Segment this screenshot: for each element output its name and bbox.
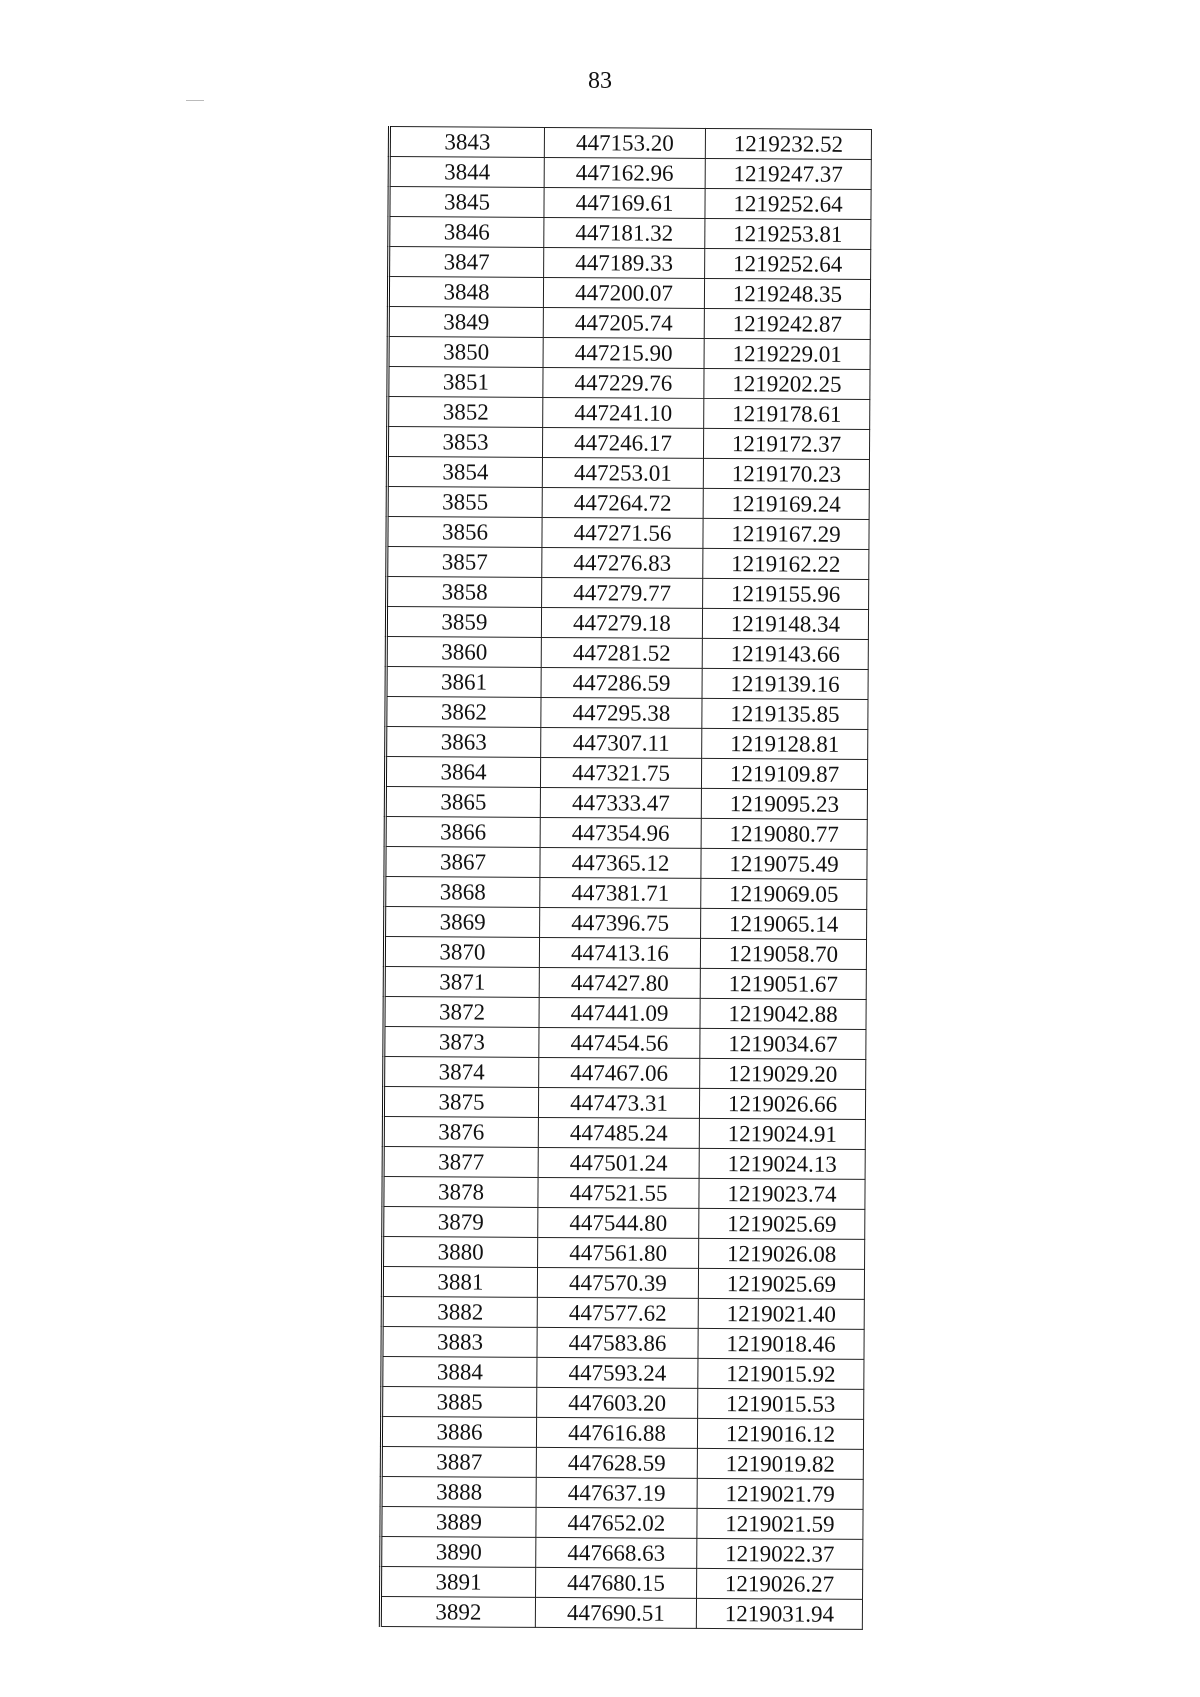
y-coordinate-cell: 1219080.77 bbox=[701, 818, 867, 849]
point-number-cell: 3851 bbox=[388, 367, 543, 398]
y-coordinate-cell: 1219021.79 bbox=[697, 1478, 863, 1509]
x-coordinate-cell: 447690.51 bbox=[535, 1597, 696, 1628]
x-coordinate-cell: 447279.77 bbox=[542, 577, 703, 608]
point-number-cell: 3843 bbox=[389, 127, 544, 158]
table-row bbox=[389, 217, 871, 250]
table-row bbox=[383, 1086, 865, 1119]
x-coordinate-cell: 447281.52 bbox=[541, 637, 702, 668]
x-coordinate-cell: 447205.74 bbox=[543, 307, 704, 338]
table-row bbox=[388, 277, 870, 310]
table-row bbox=[382, 1296, 864, 1329]
table-row bbox=[386, 726, 868, 759]
point-number-cell: 3865 bbox=[385, 786, 540, 817]
coordinates-table-body bbox=[380, 127, 871, 1630]
table-row bbox=[383, 1236, 865, 1269]
x-coordinate-cell: 447229.76 bbox=[543, 367, 704, 398]
point-number-cell: 3853 bbox=[387, 427, 542, 458]
coordinates-table bbox=[379, 126, 872, 1630]
table-row bbox=[384, 1056, 866, 1089]
table-row bbox=[383, 1206, 865, 1239]
y-coordinate-cell: 1219095.23 bbox=[701, 788, 867, 819]
table-row bbox=[385, 816, 867, 849]
table-row bbox=[386, 696, 868, 729]
x-coordinate-cell: 447680.15 bbox=[536, 1567, 697, 1598]
y-coordinate-cell: 1219026.27 bbox=[697, 1568, 863, 1599]
point-number-cell: 3882 bbox=[382, 1296, 537, 1327]
point-number-cell: 3863 bbox=[386, 726, 541, 757]
point-number-cell: 3883 bbox=[382, 1326, 537, 1357]
y-coordinate-cell: 1219029.20 bbox=[700, 1058, 866, 1089]
x-coordinate-cell: 447215.90 bbox=[543, 337, 704, 368]
table-row bbox=[387, 517, 869, 550]
point-number-cell: 3890 bbox=[381, 1536, 536, 1567]
table-row bbox=[387, 487, 869, 520]
point-number-cell: 3860 bbox=[386, 636, 541, 667]
x-coordinate-cell: 447485.24 bbox=[538, 1117, 699, 1148]
point-number-cell: 3868 bbox=[385, 876, 540, 907]
x-coordinate-cell: 447286.59 bbox=[541, 667, 702, 698]
point-number-cell: 3876 bbox=[383, 1116, 538, 1147]
point-number-cell: 3891 bbox=[381, 1566, 536, 1597]
y-coordinate-cell: 1219025.69 bbox=[698, 1268, 864, 1299]
table-row bbox=[382, 1266, 864, 1299]
x-coordinate-cell: 447413.16 bbox=[539, 937, 700, 968]
point-number-cell: 3887 bbox=[381, 1446, 536, 1477]
point-number-cell: 3866 bbox=[385, 816, 540, 847]
point-number-cell: 3871 bbox=[384, 966, 539, 997]
point-number-cell: 3849 bbox=[388, 307, 543, 338]
y-coordinate-cell: 1219167.29 bbox=[703, 518, 869, 549]
y-coordinate-cell: 1219253.81 bbox=[705, 218, 871, 249]
x-coordinate-cell: 447307.11 bbox=[541, 727, 702, 758]
y-coordinate-cell: 1219178.61 bbox=[704, 398, 870, 429]
table-row bbox=[380, 1596, 862, 1629]
table-row bbox=[387, 547, 869, 580]
y-coordinate-cell: 1219252.64 bbox=[705, 188, 871, 219]
y-coordinate-cell: 1219169.24 bbox=[703, 488, 869, 519]
y-coordinate-cell: 1219024.91 bbox=[699, 1118, 865, 1149]
y-coordinate-cell: 1219022.37 bbox=[697, 1538, 863, 1569]
x-coordinate-cell: 447561.80 bbox=[538, 1237, 699, 1268]
table-row bbox=[381, 1566, 863, 1599]
y-coordinate-cell: 1219162.22 bbox=[703, 548, 869, 579]
point-number-cell: 3874 bbox=[384, 1056, 539, 1087]
table-row bbox=[387, 427, 869, 460]
point-number-cell: 3857 bbox=[387, 547, 542, 578]
point-number-cell: 3858 bbox=[387, 577, 542, 608]
x-coordinate-cell: 447473.31 bbox=[538, 1087, 699, 1118]
point-number-cell: 3892 bbox=[380, 1596, 535, 1627]
x-coordinate-cell: 447365.12 bbox=[540, 847, 701, 878]
y-coordinate-cell: 1219248.35 bbox=[704, 278, 870, 309]
point-number-cell: 3869 bbox=[385, 906, 540, 937]
table-row bbox=[387, 457, 869, 490]
x-coordinate-cell: 447593.24 bbox=[537, 1357, 698, 1388]
point-number-cell: 3846 bbox=[389, 217, 544, 248]
y-coordinate-cell: 1219242.87 bbox=[704, 308, 870, 339]
y-coordinate-cell: 1219247.37 bbox=[705, 158, 871, 189]
x-coordinate-cell: 447200.07 bbox=[543, 277, 704, 308]
table-row bbox=[389, 247, 871, 280]
table-row bbox=[388, 337, 870, 370]
point-number-cell: 3845 bbox=[389, 187, 544, 218]
table-row bbox=[384, 966, 866, 999]
point-number-cell: 3881 bbox=[382, 1266, 537, 1297]
point-number-cell: 3864 bbox=[385, 756, 540, 787]
table-row bbox=[386, 666, 868, 699]
point-number-cell: 3878 bbox=[383, 1176, 538, 1207]
point-number-cell: 3844 bbox=[389, 157, 544, 188]
table-row bbox=[386, 636, 868, 669]
y-coordinate-cell: 1219229.01 bbox=[704, 338, 870, 369]
x-coordinate-cell: 447454.56 bbox=[539, 1027, 700, 1058]
table-row bbox=[383, 1176, 865, 1209]
page-number: 83 bbox=[588, 68, 612, 94]
x-coordinate-cell: 447264.72 bbox=[542, 487, 703, 518]
table-row bbox=[383, 1116, 865, 1149]
y-coordinate-cell: 1219170.23 bbox=[703, 458, 869, 489]
x-coordinate-cell: 447467.06 bbox=[539, 1057, 700, 1088]
point-number-cell: 3867 bbox=[385, 846, 540, 877]
x-coordinate-cell: 447521.55 bbox=[538, 1177, 699, 1208]
table-row bbox=[381, 1536, 863, 1569]
y-coordinate-cell: 1219042.88 bbox=[700, 998, 866, 1029]
x-coordinate-cell: 447333.47 bbox=[540, 787, 701, 818]
y-coordinate-cell: 1219155.96 bbox=[703, 578, 869, 609]
y-coordinate-cell: 1219025.69 bbox=[699, 1208, 865, 1239]
x-coordinate-cell: 447276.83 bbox=[542, 547, 703, 578]
x-coordinate-cell: 447577.62 bbox=[537, 1297, 698, 1328]
point-number-cell: 3855 bbox=[387, 487, 542, 518]
x-coordinate-cell: 447396.75 bbox=[540, 907, 701, 938]
x-coordinate-cell: 447162.96 bbox=[544, 157, 705, 188]
point-number-cell: 3856 bbox=[387, 517, 542, 548]
x-coordinate-cell: 447637.19 bbox=[536, 1477, 697, 1508]
y-coordinate-cell: 1219024.13 bbox=[699, 1148, 865, 1179]
y-coordinate-cell: 1219015.92 bbox=[698, 1358, 864, 1389]
table-row bbox=[387, 577, 869, 610]
y-coordinate-cell: 1219252.64 bbox=[705, 248, 871, 279]
table-row bbox=[381, 1446, 863, 1479]
x-coordinate-cell: 447321.75 bbox=[540, 757, 701, 788]
y-coordinate-cell: 1219026.66 bbox=[699, 1088, 865, 1119]
y-coordinate-cell: 1219023.74 bbox=[699, 1178, 865, 1209]
table-row bbox=[384, 1026, 866, 1059]
x-coordinate-cell: 447189.33 bbox=[544, 247, 705, 278]
x-coordinate-cell: 447253.01 bbox=[542, 457, 703, 488]
table-row bbox=[385, 786, 867, 819]
x-coordinate-cell: 447241.10 bbox=[543, 397, 704, 428]
y-coordinate-cell: 1219172.37 bbox=[703, 428, 869, 459]
y-coordinate-cell: 1219021.40 bbox=[698, 1298, 864, 1329]
point-number-cell: 3885 bbox=[382, 1386, 537, 1417]
y-coordinate-cell: 1219109.87 bbox=[701, 758, 867, 789]
y-coordinate-cell: 1219051.67 bbox=[700, 968, 866, 999]
x-coordinate-cell: 447279.18 bbox=[541, 607, 702, 638]
x-coordinate-cell: 447246.17 bbox=[542, 427, 703, 458]
table-row bbox=[382, 1356, 864, 1389]
y-coordinate-cell: 1219019.82 bbox=[697, 1448, 863, 1479]
y-coordinate-cell: 1219026.08 bbox=[699, 1238, 865, 1269]
point-number-cell: 3870 bbox=[384, 936, 539, 967]
point-number-cell: 3854 bbox=[387, 457, 542, 488]
y-coordinate-cell: 1219058.70 bbox=[700, 938, 866, 969]
y-coordinate-cell: 1219069.05 bbox=[701, 878, 867, 909]
x-coordinate-cell: 447616.88 bbox=[536, 1417, 697, 1448]
table-row bbox=[388, 367, 870, 400]
y-coordinate-cell: 1219021.59 bbox=[697, 1508, 863, 1539]
point-number-cell: 3852 bbox=[388, 397, 543, 428]
y-coordinate-cell: 1219075.49 bbox=[701, 848, 867, 879]
point-number-cell: 3880 bbox=[383, 1236, 538, 1267]
point-number-cell: 3859 bbox=[386, 607, 541, 638]
y-coordinate-cell: 1219139.16 bbox=[702, 668, 868, 699]
table-row bbox=[389, 157, 871, 190]
y-coordinate-cell: 1219065.14 bbox=[701, 908, 867, 939]
point-number-cell: 3862 bbox=[386, 696, 541, 727]
x-coordinate-cell: 447427.80 bbox=[539, 967, 700, 998]
table-row bbox=[386, 607, 868, 640]
table-row bbox=[389, 187, 871, 220]
table-row bbox=[382, 1326, 864, 1359]
scan-artifact-line bbox=[186, 100, 204, 101]
point-number-cell: 3847 bbox=[389, 247, 544, 278]
x-coordinate-cell: 447271.56 bbox=[542, 517, 703, 548]
table-row bbox=[383, 1146, 865, 1179]
x-coordinate-cell: 447381.71 bbox=[540, 877, 701, 908]
point-number-cell: 3861 bbox=[386, 666, 541, 697]
y-coordinate-cell: 1219232.52 bbox=[705, 128, 871, 159]
point-number-cell: 3886 bbox=[381, 1416, 536, 1447]
x-coordinate-cell: 447441.09 bbox=[539, 997, 700, 1028]
y-coordinate-cell: 1219202.25 bbox=[704, 368, 870, 399]
table-row bbox=[382, 1386, 864, 1419]
x-coordinate-cell: 447603.20 bbox=[537, 1387, 698, 1418]
table-row bbox=[384, 936, 866, 969]
y-coordinate-cell: 1219148.34 bbox=[702, 608, 868, 639]
x-coordinate-cell: 447295.38 bbox=[541, 697, 702, 728]
point-number-cell: 3884 bbox=[382, 1356, 537, 1387]
table-row bbox=[385, 846, 867, 879]
y-coordinate-cell: 1219135.85 bbox=[702, 698, 868, 729]
table-row bbox=[385, 876, 867, 909]
table-row bbox=[381, 1506, 863, 1539]
table-row bbox=[381, 1476, 863, 1509]
y-coordinate-cell: 1219018.46 bbox=[698, 1328, 864, 1359]
x-coordinate-cell: 447544.80 bbox=[538, 1207, 699, 1238]
table-row bbox=[388, 397, 870, 430]
x-coordinate-cell: 447652.02 bbox=[536, 1507, 697, 1538]
x-coordinate-cell: 447153.20 bbox=[544, 127, 705, 158]
y-coordinate-cell: 1219034.67 bbox=[700, 1028, 866, 1059]
x-coordinate-cell: 447181.32 bbox=[544, 217, 705, 248]
table-row bbox=[385, 906, 867, 939]
x-coordinate-cell: 447169.61 bbox=[544, 187, 705, 218]
point-number-cell: 3850 bbox=[388, 337, 543, 368]
x-coordinate-cell: 447628.59 bbox=[536, 1447, 697, 1478]
point-number-cell: 3872 bbox=[384, 996, 539, 1027]
table-row bbox=[381, 1416, 863, 1449]
point-number-cell: 3875 bbox=[383, 1086, 538, 1117]
y-coordinate-cell: 1219016.12 bbox=[697, 1418, 863, 1449]
x-coordinate-cell: 447668.63 bbox=[536, 1537, 697, 1568]
x-coordinate-cell: 447354.96 bbox=[540, 817, 701, 848]
table-row bbox=[384, 996, 866, 1029]
y-coordinate-cell: 1219031.94 bbox=[696, 1598, 862, 1629]
table-row bbox=[385, 756, 867, 789]
point-number-cell: 3877 bbox=[383, 1146, 538, 1177]
y-coordinate-cell: 1219143.66 bbox=[702, 638, 868, 669]
x-coordinate-cell: 447583.86 bbox=[537, 1327, 698, 1358]
y-coordinate-cell: 1219015.53 bbox=[698, 1388, 864, 1419]
y-coordinate-cell: 1219128.81 bbox=[702, 728, 868, 759]
table-row bbox=[389, 127, 871, 160]
point-number-cell: 3848 bbox=[388, 277, 543, 308]
point-number-cell: 3889 bbox=[381, 1506, 536, 1537]
point-number-cell: 3873 bbox=[384, 1026, 539, 1057]
table-row bbox=[388, 307, 870, 340]
x-coordinate-cell: 447501.24 bbox=[538, 1147, 699, 1178]
point-number-cell: 3888 bbox=[381, 1476, 536, 1507]
x-coordinate-cell: 447570.39 bbox=[537, 1267, 698, 1298]
point-number-cell: 3879 bbox=[383, 1206, 538, 1237]
